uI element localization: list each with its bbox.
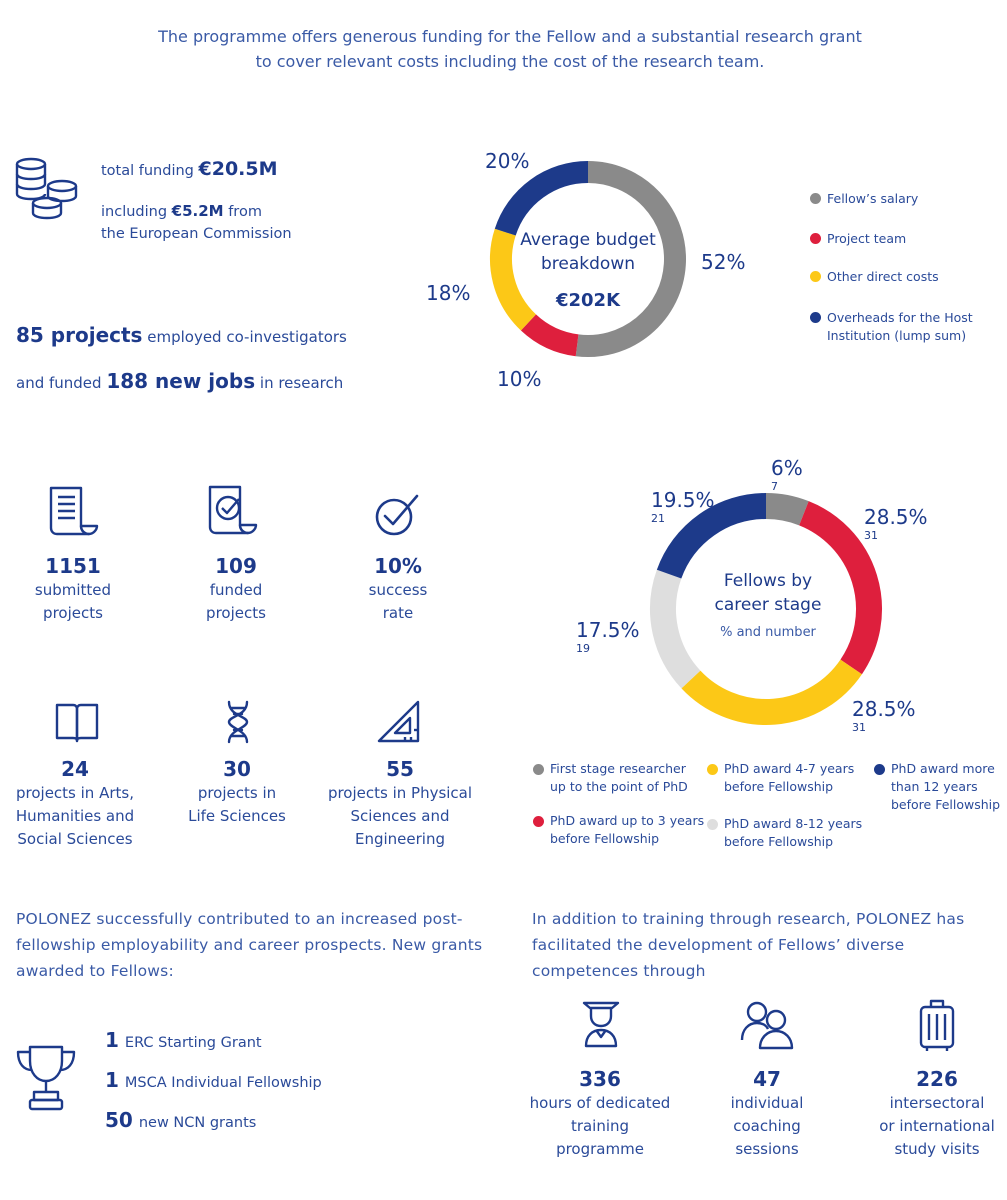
pct-label: 28.5% [864, 505, 928, 529]
career-legend [532, 760, 1002, 855]
count-label: 31 [852, 721, 866, 734]
stat-label: intersectoral [889, 1094, 985, 1112]
count-label: 31 [864, 529, 878, 542]
projects-line: 85 projects employed co-investigators [16, 323, 347, 347]
budget-label-other: 18% [426, 281, 471, 305]
stat-label: projects [43, 604, 103, 622]
stat-physical-sciences [315, 756, 485, 851]
career-chart-subtitle: % and number [720, 625, 816, 640]
donut-slice-4-7-years [691, 667, 851, 712]
book-icon [54, 701, 100, 747]
budget-chart-title: Average budget breakdown [520, 230, 656, 274]
legend-dot [533, 816, 544, 827]
stat-label: projects in Physical [327, 784, 473, 802]
legend-item: Overheads for the Host Institution (lump sum) [827, 310, 973, 343]
count-label: 19 [576, 642, 590, 655]
stat-number: 1151 [45, 554, 101, 578]
grant-msca: 1 MSCA Individual Fellowship [105, 1068, 322, 1092]
stat-label: training [570, 1117, 630, 1135]
budget-label-team: 10% [497, 367, 542, 391]
stat-label: hours of dedicated [529, 1094, 671, 1112]
career-label-more-12 [651, 488, 715, 525]
stat-label: programme [556, 1140, 644, 1158]
pct-label: 19.5% [651, 488, 715, 512]
stat-submitted [13, 553, 133, 625]
stat-label: sessions [735, 1140, 799, 1158]
count-label: 7 [771, 480, 778, 493]
legend-dot [810, 233, 821, 244]
employability-text: POLONEZ successfully contributed to an increased post-fellowship employability and career prospects. New grants awarded to Fellows: [16, 910, 483, 980]
budget-label-overheads: 20% [485, 149, 530, 173]
legend-item: PhD award more than 12 years before Fellowship [891, 761, 1001, 812]
donut-slice-first-stage [766, 506, 804, 513]
legend-dot [810, 312, 821, 323]
career-chart-title: Fellows by career stage [714, 571, 822, 615]
pct-label: 28.5% [852, 697, 916, 721]
legend-item: Project team [827, 231, 907, 246]
stat-arts [0, 756, 150, 851]
stat-label: funded [209, 581, 263, 599]
stat-label: submitted [34, 581, 112, 599]
stat-label: Social Sciences [17, 830, 133, 848]
budget-chart-subtitle: €202K [555, 290, 621, 311]
stat-number: 336 [579, 1067, 621, 1091]
people-icon [740, 1000, 794, 1054]
legend-item: PhD award 8-12 years before Fellowship [724, 816, 863, 849]
career-label-4-7 [852, 697, 916, 734]
trophy-icon [14, 1044, 78, 1116]
stat-training-hours [520, 1066, 680, 1161]
stat-success-rate [338, 553, 458, 625]
career-label-first-stage [771, 456, 803, 493]
legend-item: PhD award 4-7 years before Fellowship [724, 761, 855, 794]
document-icon [45, 485, 103, 541]
stat-life-sciences [162, 756, 312, 828]
training-text: In addition to training through research, POLONEZ has facilitated the development of Fellows’ diverse competences through [532, 910, 965, 980]
stat-number: 55 [386, 757, 414, 781]
legend-dot [874, 764, 885, 775]
legend-dot [810, 193, 821, 204]
donut-slice-project-team [528, 322, 577, 345]
total-funding: total funding €20.5M [101, 158, 278, 180]
dna-icon [224, 700, 252, 748]
jobs-line: and funded 188 new jobs in research [16, 369, 344, 393]
donut-slice-overheads [505, 172, 588, 232]
legend-dot [810, 271, 821, 282]
stat-label: or international [879, 1117, 995, 1135]
stat-label: projects [206, 604, 266, 622]
stat-number: 30 [223, 757, 251, 781]
coins-icon [14, 155, 80, 229]
stat-number: 24 [61, 757, 89, 781]
budget-chart-center [488, 228, 688, 311]
stat-label: Life Sciences [188, 807, 286, 825]
legend-dot [533, 764, 544, 775]
legend-item: First stage researcher up to the point of PhD [550, 761, 688, 794]
count-label: 21 [651, 512, 665, 525]
checkmark-circle-icon [373, 493, 421, 541]
stat-label: projects in [197, 784, 277, 802]
graduate-icon [582, 999, 620, 1053]
legend-dot [707, 819, 718, 830]
legend-item: PhD award up to 3 years before Fellowship [550, 813, 705, 846]
stat-funded [176, 553, 296, 625]
approved-document-icon [206, 483, 266, 543]
ec-funding: including €5.2M from the European Commission [101, 202, 292, 242]
stat-label: success [368, 581, 428, 599]
stat-number: 109 [215, 554, 257, 578]
grant-ncn: 50 new NCN grants [105, 1108, 257, 1132]
stat-label: study visits [894, 1140, 980, 1158]
stat-label: coaching [733, 1117, 801, 1135]
career-chart-center [668, 569, 868, 640]
pct-label: 17.5% [576, 618, 640, 642]
stat-label: Engineering [355, 830, 445, 848]
stat-coaching [697, 1066, 837, 1161]
stat-label: rate [382, 604, 414, 622]
career-label-up-to-3 [864, 505, 928, 542]
stat-number: 47 [753, 1067, 781, 1091]
stat-number: 226 [916, 1067, 958, 1091]
career-label-8-12 [576, 618, 640, 655]
legend-item: Fellow’s salary [827, 191, 919, 206]
set-square-icon [377, 700, 421, 748]
budget-label-salary: 52% [701, 250, 746, 274]
intro-text: The programme offers generous funding for the Fellow and a substantial research grant to cover relevant costs including the cost of the research team. [158, 27, 862, 71]
grant-erc: 1 ERC Starting Grant [105, 1028, 262, 1052]
budget-legend [808, 190, 1003, 350]
stat-label: projects in Arts, [16, 784, 134, 802]
pct-label: 6% [771, 456, 803, 480]
stat-label: Sciences and [350, 807, 450, 825]
stat-label: individual [730, 1094, 804, 1112]
legend-dot [707, 764, 718, 775]
stat-label: Humanities and [15, 807, 135, 825]
suitcase-icon [918, 999, 956, 1057]
legend-item: Other direct costs [827, 269, 939, 284]
stat-number: 10% [374, 554, 422, 578]
stat-study-visits [862, 1066, 1007, 1161]
